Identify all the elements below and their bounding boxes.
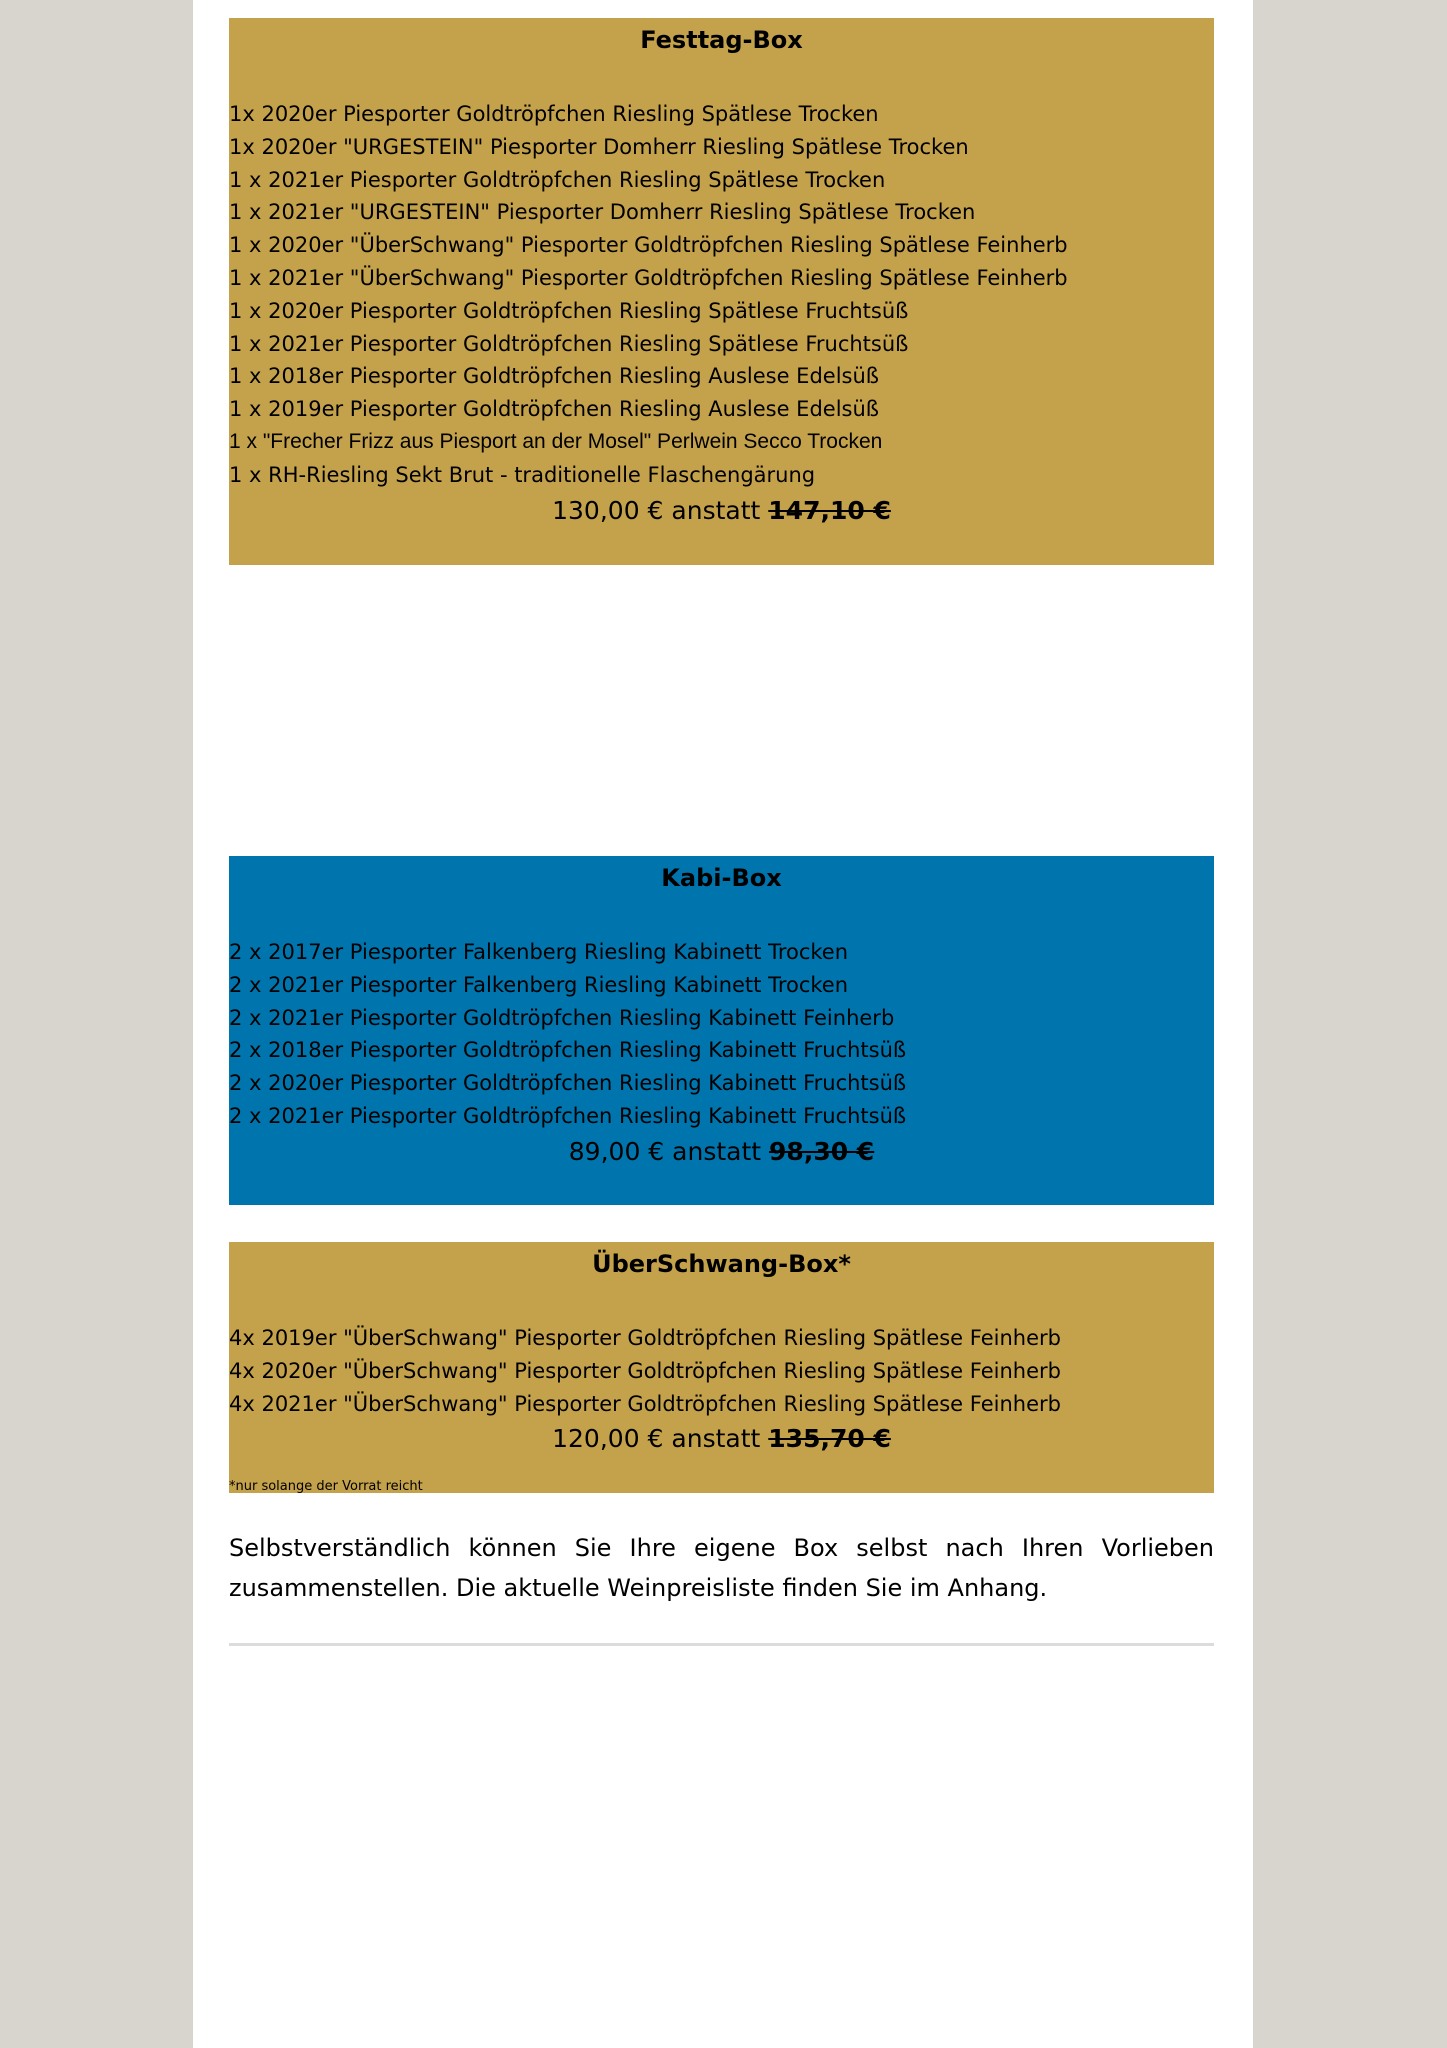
price-line bbox=[229, 1135, 1214, 1169]
list-item: 1 x "Frecher Frizz aus Piesport an der Mosel" Perlwein Secco Trocken bbox=[229, 429, 883, 453]
box-item-list bbox=[229, 936, 1214, 1133]
box-item-list bbox=[229, 98, 1214, 492]
list-item: 2 x 2021er Piesporter Falkenberg Riesling Kabinett Trocken bbox=[229, 972, 849, 997]
closing-paragraph: Selbstverständlich können Sie Ihre eigene Box selbst nach Ihren Vorlieben zusammenstellen. Die aktuelle Weinpreisliste finden Sie im Anhang. bbox=[229, 1534, 1214, 1602]
original-price: 147,10 € bbox=[768, 495, 891, 525]
list-item: 1 x 2021er Piesporter Goldtröpfchen Riesling Spätlese Fruchtsüß bbox=[229, 331, 909, 356]
list-item: 1 x 2021er "ÜberSchwang" Piesporter Goldtröpfchen Riesling Spätlese Feinherb bbox=[229, 265, 1068, 290]
offer-price: 89,00 € anstatt bbox=[568, 1136, 762, 1166]
box-title: Kabi-Box bbox=[661, 864, 782, 892]
list-item: 4x 2021er "ÜberSchwang" Piesporter Goldtröpfchen Riesling Spätlese Feinherb bbox=[229, 1391, 1061, 1416]
list-item: 2 x 2021er Piesporter Goldtröpfchen Riesling Kabinett Feinherb bbox=[229, 1005, 895, 1030]
list-item: 1 x 2020er "ÜberSchwang" Piesporter Goldtröpfchen Riesling Spätlese Feinherb bbox=[229, 233, 1068, 258]
list-item: 2 x 2017er Piesporter Falkenberg Riesling Kabinett Trocken bbox=[229, 940, 849, 964]
list-item: 1 x 2021er Piesporter Goldtröpfchen Riesling Spätlese Trocken bbox=[229, 167, 886, 192]
box-title: ÜberSchwang-Box* bbox=[592, 1250, 851, 1278]
kabi-box bbox=[229, 856, 1214, 1205]
list-item: 2 x 2021er Piesporter Goldtröpfchen Riesling Kabinett Fruchtsüß bbox=[229, 1103, 907, 1128]
list-item: 1 x RH-Riesling Sekt Brut - traditionelle Flaschengärung bbox=[229, 462, 816, 487]
box-title: Festtag-Box bbox=[640, 26, 803, 54]
list-item: 1 x 2018er Piesporter Goldtröpfchen Riesling Auslese Edelsüß bbox=[229, 364, 880, 389]
price-line bbox=[229, 494, 1214, 528]
list-item: 1x 2020er "URGESTEIN" Piesporter Domherr Riesling Spätlese Trocken bbox=[229, 134, 969, 159]
list-item: 1 x 2020er Piesporter Goldtröpfchen Riesling Spätlese Fruchtsüß bbox=[229, 298, 909, 323]
list-item: 1 x 2019er Piesporter Goldtröpfchen Riesling Auslese Edelsüß bbox=[229, 397, 880, 422]
original-price: 98,30 € bbox=[769, 1136, 875, 1166]
list-item: 2 x 2020er Piesporter Goldtröpfchen Riesling Kabinett Fruchtsüß bbox=[229, 1071, 907, 1096]
offer-price: 130,00 € anstatt bbox=[552, 495, 761, 525]
offer-price: 120,00 € anstatt bbox=[552, 1424, 761, 1454]
footnote: *nur solange der Vorrat reicht bbox=[229, 1479, 423, 1495]
divider bbox=[229, 1643, 1214, 1646]
price-line bbox=[229, 1422, 1214, 1456]
box-item-list bbox=[229, 1322, 1214, 1420]
original-price: 135,70 € bbox=[768, 1424, 891, 1454]
festtag-box bbox=[229, 18, 1214, 565]
ueberschwang-box bbox=[229, 1242, 1214, 1493]
list-item: 4x 2019er "ÜberSchwang" Piesporter Goldtröpfchen Riesling Spätlese Feinherb bbox=[229, 1326, 1061, 1350]
list-item: 4x 2020er "ÜberSchwang" Piesporter Goldtröpfchen Riesling Spätlese Feinherb bbox=[229, 1358, 1061, 1383]
list-item: 1x 2020er Piesporter Goldtröpfchen Riesling Spätlese Trocken bbox=[229, 102, 879, 126]
list-item: 2 x 2018er Piesporter Goldtröpfchen Riesling Kabinett Fruchtsüß bbox=[229, 1038, 907, 1063]
email-content bbox=[193, 0, 1253, 2048]
list-item: 1 x 2021er "URGESTEIN" Piesporter Domherr Riesling Spätlese Trocken bbox=[229, 200, 976, 225]
